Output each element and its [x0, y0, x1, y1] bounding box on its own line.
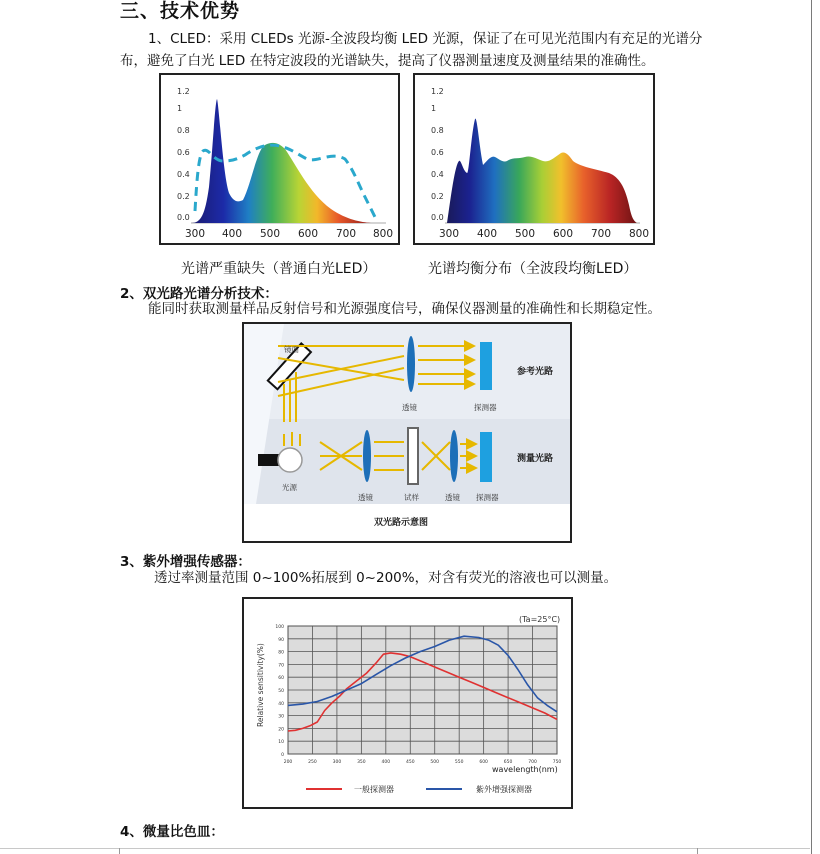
lens-3-icon — [450, 430, 458, 482]
y-tick-label: 90 — [278, 637, 284, 643]
dual-path-text: 能同时获取测量样品反射信号和光源强度信号，确保仪器测量的准确性和长期稳定性。 — [148, 301, 661, 317]
svg-text:700: 700 — [336, 228, 357, 240]
y-tick-label: 50 — [278, 689, 284, 694]
cled-line-1: 1、CLED：采用 CLEDs 光源-全波段均衡 LED 光源，保证了在可见光范围内有充足的光谱分 — [148, 31, 703, 47]
lens-1-label: 透镜 — [402, 403, 417, 412]
y-axis-ticks — [275, 624, 284, 758]
dual-path-title: 2、双光路光谱分析技术： — [120, 286, 278, 302]
y-ticks-right — [431, 87, 444, 222]
y-tick-label: 40 — [278, 701, 284, 707]
light-source-icon — [278, 448, 302, 472]
y-tick-label: 10 — [278, 740, 284, 746]
svg-text:700: 700 — [591, 228, 612, 240]
svg-text:400: 400 — [222, 228, 243, 240]
chart-grid — [288, 626, 557, 754]
svg-text:600: 600 — [298, 228, 319, 240]
svg-text:0.4: 0.4 — [177, 170, 190, 179]
y-tick-label: 30 — [278, 714, 284, 720]
svg-text:500: 500 — [260, 228, 281, 240]
x-axis-label: wavelength(nm) — [492, 765, 558, 774]
svg-text:800: 800 — [629, 228, 650, 240]
svg-text:500: 500 — [515, 228, 536, 240]
svg-text:800: 800 — [373, 228, 394, 240]
chart-annotation: (Ta=25°C) — [519, 615, 561, 624]
svg-text:0.0: 0.0 — [431, 213, 444, 222]
x-ticks-right — [439, 228, 649, 240]
lens-1-icon — [407, 336, 415, 392]
sample-cell-icon — [408, 428, 418, 484]
y-tick-label: 60 — [278, 676, 284, 682]
reference-path-label: 参考光路 — [517, 367, 554, 377]
y-ticks-left — [177, 87, 190, 222]
white-led-spectrum-panel — [159, 73, 400, 245]
legend-uv-label: 紫外增强探测器 — [476, 785, 532, 794]
detector-1-label: 探测器 — [474, 403, 497, 412]
detector-2-label: 探测器 — [476, 493, 499, 502]
detector-2-icon — [480, 432, 492, 482]
svg-text:0.8: 0.8 — [177, 126, 190, 135]
lens-2-label: 透镜 — [358, 493, 373, 502]
uv-sensor-title: 3、紫外增强传感器： — [120, 554, 251, 570]
x-tick-label: 350 — [357, 760, 366, 765]
svg-text:0.6: 0.6 — [431, 148, 444, 157]
svg-text:1.2: 1.2 — [431, 87, 444, 96]
svg-text:0.0: 0.0 — [177, 213, 190, 222]
y-tick-label: 70 — [278, 663, 284, 669]
legend-general-label: 一般探测器 — [354, 785, 394, 794]
y-tick-label: 20 — [278, 727, 284, 733]
mirror-label: 镜面 — [284, 345, 299, 354]
svg-text:600: 600 — [553, 228, 574, 240]
white-led-spectrum-chart — [161, 75, 398, 243]
lens-3-label: 透镜 — [445, 493, 460, 502]
svg-text:0.8: 0.8 — [431, 126, 444, 135]
dual-path-diagram-panel — [242, 322, 572, 543]
x-tick-label: 600 — [479, 760, 488, 765]
y-tick-label: 0 — [281, 753, 284, 758]
page-right-border — [811, 0, 812, 854]
x-tick-label: 750 — [552, 760, 562, 765]
balanced-led-spectrum-panel — [413, 73, 655, 245]
x-tick-label: 200 — [283, 760, 293, 765]
x-tick-label: 550 — [454, 760, 464, 765]
y-axis-label: Relative sensitivity(%) — [256, 643, 265, 727]
x-tick-label: 450 — [405, 760, 415, 765]
margin-mark-right — [697, 848, 698, 854]
detector-1-icon — [480, 342, 492, 390]
svg-text:300: 300 — [439, 228, 460, 240]
cled-line-2: 布，避免了白光 LED 在特定波段的光谱缺失，提高了仪器测量速度及测量结果的准确性。 — [120, 53, 655, 69]
x-tick-label: 500 — [430, 760, 440, 765]
lens-2-icon — [363, 430, 371, 482]
svg-text:0.6: 0.6 — [177, 148, 190, 157]
right-spectrum-caption: 光谱均衡分布（全波段均衡LED） — [428, 261, 638, 277]
x-ticks-left — [185, 228, 393, 240]
measurement-path-label: 测量光路 — [517, 454, 554, 464]
y-tick-label: 100 — [275, 625, 284, 630]
sample-label: 试样 — [404, 493, 419, 502]
balanced-led-spectrum-chart — [415, 75, 653, 243]
chart-legend — [306, 784, 532, 794]
section-title: 三、技术优势 — [120, 0, 241, 22]
svg-text:1: 1 — [431, 104, 437, 113]
svg-text:0.2: 0.2 — [177, 192, 190, 201]
x-tick-label: 300 — [332, 760, 342, 765]
uv-sensor-text: 透过率测量范围 0~100%拓展到 0~200%，对含有荧光的溶液也可以测量。 — [154, 570, 618, 586]
x-tick-label: 250 — [308, 760, 317, 765]
sensitivity-chart-panel — [242, 597, 573, 809]
svg-text:400: 400 — [477, 228, 498, 240]
sensitivity-chart — [244, 599, 571, 807]
page-bottom-rule — [0, 848, 810, 849]
x-tick-label: 700 — [528, 760, 537, 765]
left-spectrum-caption: 光谱严重缺失（普通白光LED） — [181, 261, 377, 277]
svg-text:0.4: 0.4 — [431, 170, 444, 179]
cuvette-title: 4、微量比色皿： — [120, 824, 224, 840]
source-label: 光源 — [282, 483, 297, 492]
svg-text:300: 300 — [185, 228, 206, 240]
margin-mark-left — [119, 848, 120, 854]
y-tick-label: 80 — [278, 650, 284, 656]
dual-path-diagram — [244, 324, 570, 541]
x-tick-label: 400 — [381, 760, 391, 765]
svg-text:1: 1 — [177, 104, 183, 113]
balanced-led-spectrum-area — [447, 119, 637, 223]
diagram-caption: 双光路示意图 — [374, 518, 429, 528]
x-tick-label: 650 — [503, 760, 513, 765]
svg-text:0.2: 0.2 — [431, 192, 444, 201]
svg-text:1.2: 1.2 — [177, 87, 190, 96]
